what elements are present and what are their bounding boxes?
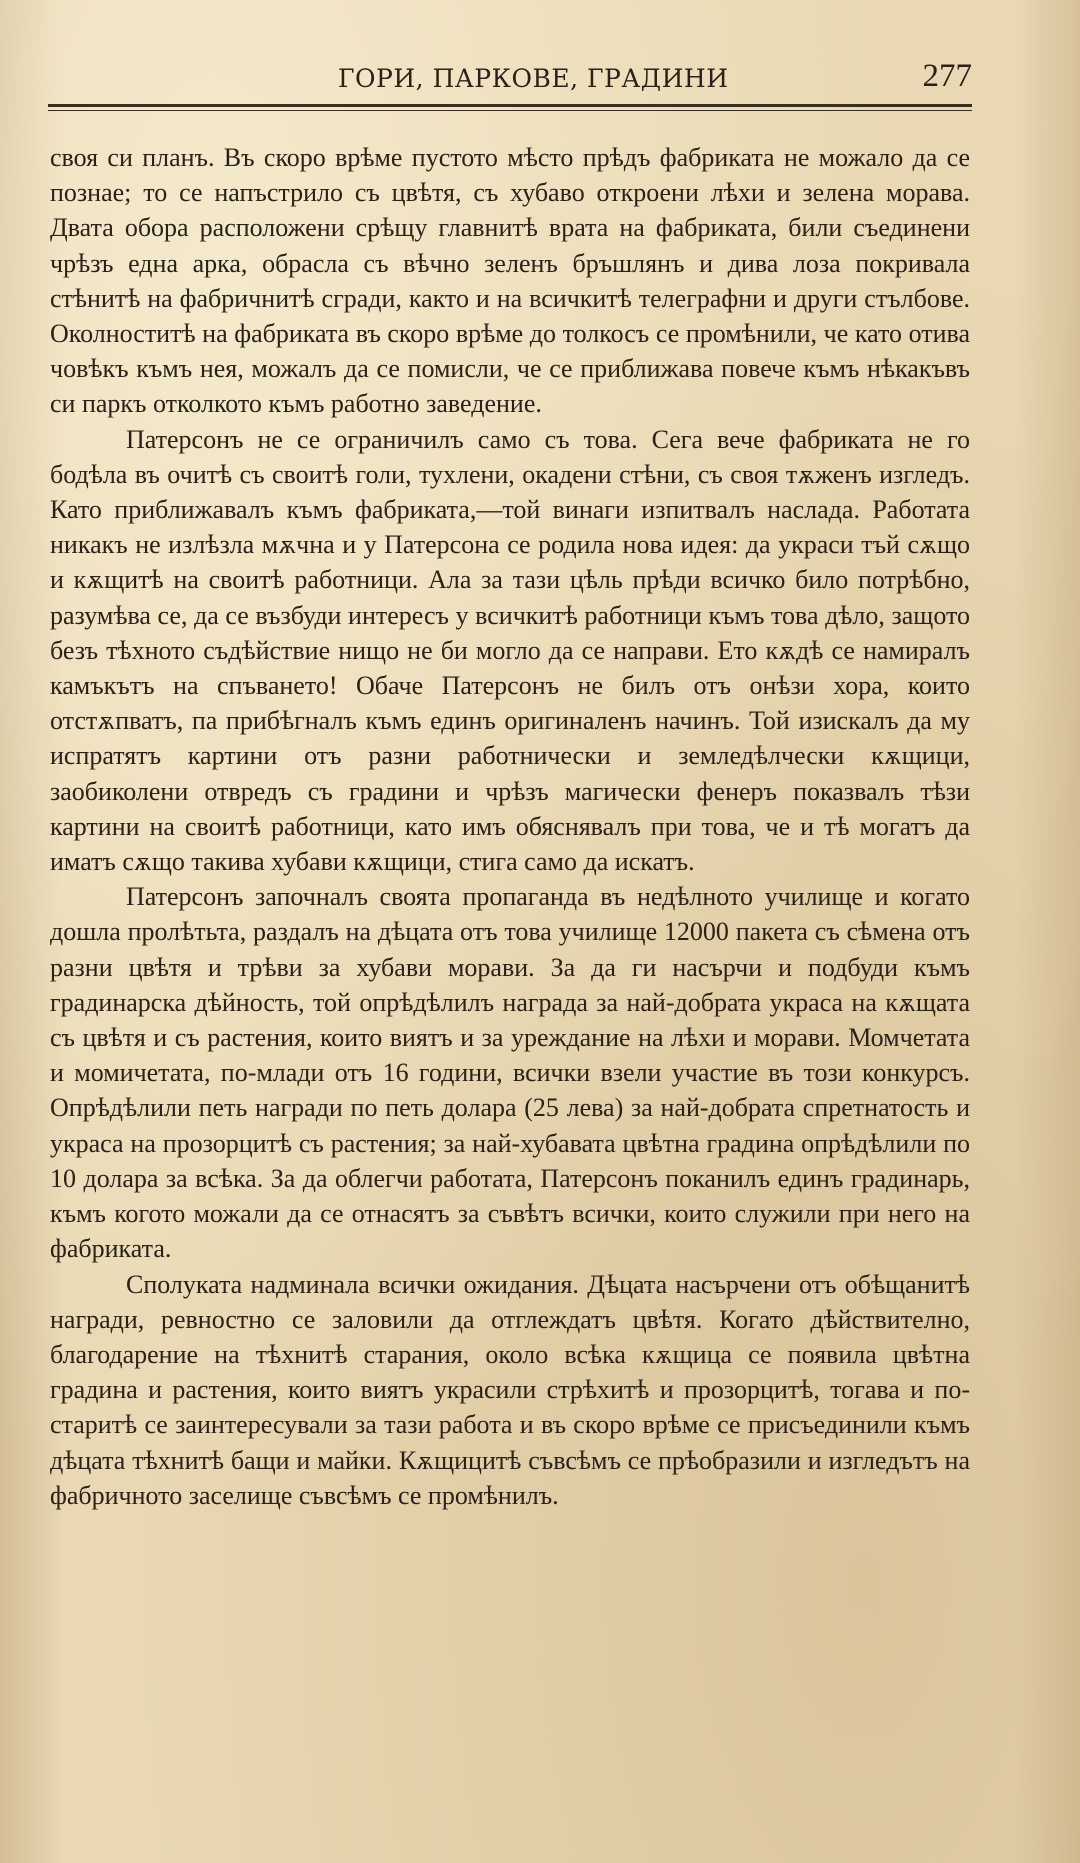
body-text <box>50 140 970 1513</box>
page-number: 277 <box>922 58 972 94</box>
paragraph-4: Сполуката надминала всички ожидания. Дѣцата насърчени отъ обѣщанитѣ награди, ревностно се заловили да отглеждатъ цвѣтя. Когато дѣйствително, благодарение на тѣхнитѣ старания, около всѣка кѫщица се появила цвѣтна градина и растения, които виятъ украсили стрѣхитѣ и прозорцитѣ, тогава и по-старитѣ се заинтересували за тази работа и въ скоро врѣме се присъединили къмъ дѣцата тѣхнитѣ бащи и майки. Кѫщицитѣ съвсѣмъ се прѣобразили и изгледътъ на фабричното заселище съвсѣмъ се промѣнилъ. <box>50 1269 970 1510</box>
header-rule-thick <box>48 104 972 107</box>
header-rule-thin <box>48 110 972 111</box>
paragraph-2: Патерсонъ не се ограничилъ само съ това. Сега вече фабриката не го бодѣла въ очитѣ съ своитѣ голи, тухлени, окадени стѣни, съ своя тѫженъ изгледъ. Като приближавалъ къмъ фабриката,—той винаги изпитвалъ наслада. Работата никакъ не излѣзла мѫчна и у Патерсона се родила нова идея: да украси тъй сѫщо и кѫщитѣ на своитѣ работници. Ала за тази цѣль прѣди всичко било потрѣбно, разумѣва се, да се възбуди интересъ у всичкитѣ работници къмъ това дѣло, защото безъ тѣхното съдѣйствие нищо не би могло да се направи. Ето кѫдѣ се намиралъ камъкътъ на спъването! Обаче Патерсонъ не билъ отъ онѣзи хора, които отстѫпватъ, па прибѣгналъ къмъ единъ оригиналенъ начинъ. Той изискалъ да му испратятъ картини отъ разни работнически и земледѣлчески кѫщици, заобиколени отвредъ съ градини и чрѣзъ магически фенеръ показвалъ тѣзи картини на своитѣ работници, като имъ обяснявалъ при това, че и тѣ могатъ да иматъ сѫщо такива хубави кѫщици, стига само да искатъ. <box>50 424 970 877</box>
paragraph-1: своя си планъ. Въ скоро врѣме пустото мѣсто прѣдъ фабриката не можало да се познае; то се напъстрило съ цвѣтя, съ хубаво откроени лѣхи и зелена морава. Двата обора расположени срѣщу главнитѣ врата на фабриката, били съединени чрѣзъ една арка, обрасла съ вѣчно зеленъ бръшлянъ и дива лоза покривала стѣнитѣ на фабричнитѣ сгради, както и на всичкитѣ телеграфни и други стълбове. Околноститѣ на фабриката въ скоро врѣме до толкосъ се промѣнили, че като отива човѣкъ къмъ нея, можалъ да се помисли, че се приближава повече къмъ нѣкакъвъ си паркъ отколкото къмъ работно заведение. <box>50 143 970 419</box>
running-head <box>48 58 972 110</box>
running-title: ГОРИ, ПАРКОВЕ, ГРАДИНИ <box>338 64 729 93</box>
paragraph-3: Патерсонъ започналъ своята пропаганда въ недѣлното училище и когато дошла пролѣтьта, раздалъ на дѣцата отъ това училище 12000 пакета съ сѣмена отъ разни цвѣтя и трѣви за хубави морави. За да ги насърчи и подбуди къмъ градинарска дѣйность, той опрѣдѣлилъ награда за най-добрата украса на кѫщата съ цвѣтя и съ растения, които виятъ и за уреждание на лѣхи и морави. Момчетата и момичетата, по-млади отъ 16 години, всички взели участие въ този конкурсъ. Опрѣдѣлили петь награди по петь долара (25 лева) за най-добрата спретнатость и украса на прозорцитѣ съ растения; за най-хубавата цвѣтна градина опрѣдѣлили по 10 долара за всѣка. За да облегчи работата, Патерсонъ поканилъ единъ градинарь, къмъ когото можали да се отнасятъ за съвѣтъ всички, които служили при него на фабриката. <box>50 882 970 1264</box>
